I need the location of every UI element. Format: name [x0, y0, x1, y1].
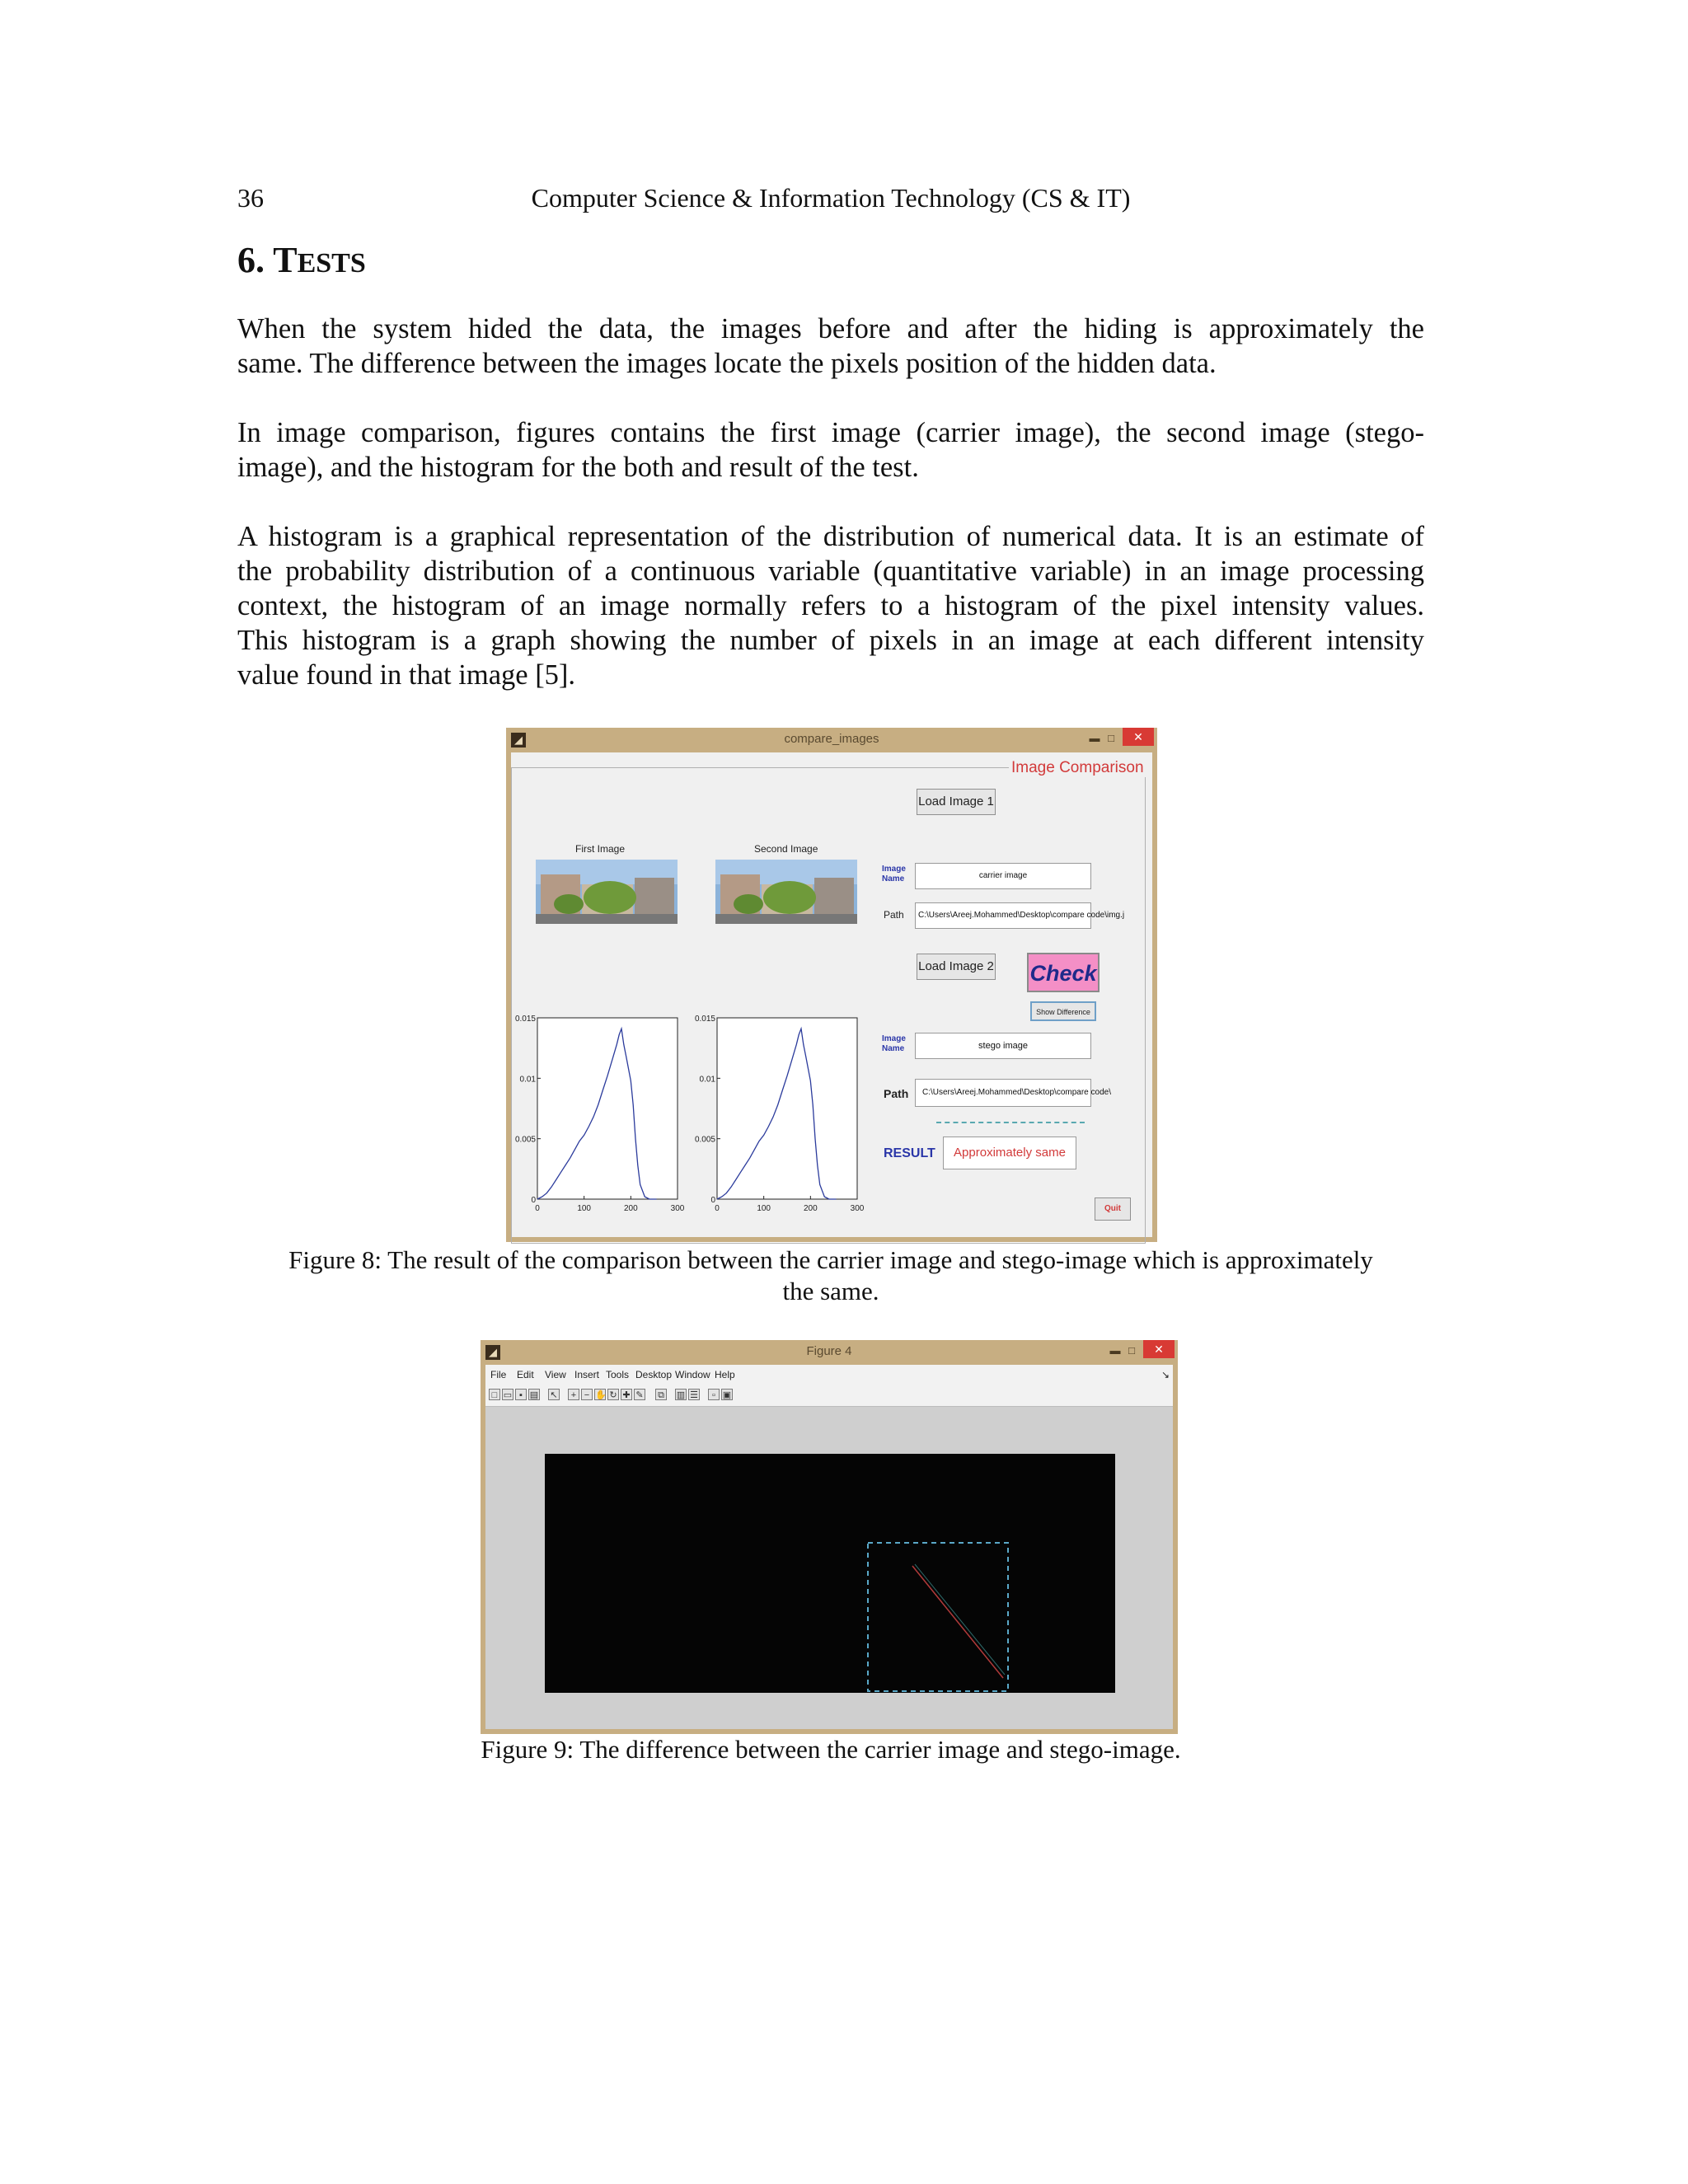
maximize-icon[interactable]: □: [1128, 1344, 1135, 1357]
plot-area: [717, 1018, 857, 1199]
quit-button[interactable]: Quit: [1095, 1197, 1131, 1221]
insert-legend-icon[interactable]: ☰: [688, 1389, 700, 1400]
y-tick-label: 0: [531, 1196, 536, 1205]
brush-icon[interactable]: ✎: [634, 1389, 645, 1400]
menu-file[interactable]: File: [490, 1369, 507, 1380]
menu-window[interactable]: Window: [675, 1369, 710, 1380]
menu-tools[interactable]: Tools: [606, 1369, 630, 1380]
caption-line: Figure 8: The result of the comparison between the carrier image and stego-image which is approximately: [288, 1245, 1373, 1274]
link-plot-icon[interactable]: ⧉: [655, 1389, 667, 1400]
matlab-app-icon: ◢: [485, 1345, 500, 1360]
rotate-icon[interactable]: ↻: [607, 1389, 619, 1400]
building-photo: [715, 860, 857, 924]
histogram-chart-second: [691, 1008, 872, 1230]
load-image-2-button[interactable]: Load Image 2: [917, 954, 996, 980]
save-icon[interactable]: ▪: [515, 1389, 527, 1400]
x-tick-label: 200: [803, 1204, 818, 1213]
window-titlebar: [481, 1340, 1178, 1365]
path-label-1: Path: [884, 909, 904, 921]
image-name-label-2: [882, 1034, 906, 1054]
x-tick-label: 100: [577, 1204, 592, 1213]
zoom-in-icon[interactable]: +: [568, 1389, 579, 1400]
image1-path-field[interactable]: C:\Users\Areej.Mohammed\Desktop\compare code\img.j: [915, 902, 1091, 929]
close-icon[interactable]: ✕: [1143, 1340, 1175, 1358]
paragraph-2: [237, 415, 1424, 485]
difference-plot: [545, 1454, 1115, 1693]
building-photo: [536, 860, 678, 924]
open-file-icon[interactable]: ▭: [503, 1390, 513, 1400]
menu-help[interactable]: Help: [715, 1369, 735, 1380]
window-title: compare_images: [784, 732, 879, 746]
paragraph-line: same. The difference between the images locate the pixels position of the hidden data.: [237, 348, 1217, 379]
x-tick-label: 100: [757, 1204, 771, 1213]
show-difference-button[interactable]: Show Difference: [1030, 1001, 1096, 1021]
x-tick-label: 0: [535, 1204, 540, 1213]
difference-image: [545, 1454, 1115, 1693]
paragraph-line: A histogram is a graphical representation of the distribution of numerical data. It is an estimate of: [237, 521, 1424, 552]
section-title-rest: ESTS: [297, 248, 366, 279]
panel-title: Image Comparison: [1009, 759, 1146, 777]
paragraph-line: When the system hided the data, the images before and after the hiding is approximately the: [237, 313, 1424, 344]
hide-plot-tools-icon[interactable]: ▫: [708, 1389, 720, 1400]
window-client-area: [511, 752, 1152, 1237]
menu-bar: [485, 1365, 1173, 1385]
image2-path-field[interactable]: C:\Users\Areej.Mohammed\Desktop\compare code\: [915, 1079, 1091, 1107]
window-title: Figure 4: [806, 1344, 852, 1358]
check-button[interactable]: Check: [1027, 953, 1100, 992]
new-figure-icon[interactable]: □: [489, 1389, 500, 1400]
close-icon[interactable]: ✕: [1123, 728, 1154, 746]
insert-colorbar-icon[interactable]: ▥: [676, 1390, 686, 1400]
menu-view[interactable]: View: [545, 1369, 566, 1380]
menu-edit[interactable]: Edit: [517, 1369, 534, 1380]
paragraph-line: image), and the histogram for the both and result of the test.: [237, 452, 919, 483]
image-name-label-line: Name: [882, 1044, 905, 1053]
y-tick-label: 0.015: [514, 1015, 536, 1024]
paragraph-line: the probability distribution of a continuous variable (quantitative variable) in an image processing: [237, 555, 1424, 587]
paragraph-3: [237, 519, 1424, 692]
figure-4-window: [481, 1340, 1178, 1734]
edit-plot-icon[interactable]: ↖: [548, 1389, 560, 1400]
caption-line: the same.: [782, 1277, 879, 1305]
paragraph-line: This histogram is a graph showing the number of pixels in an image at each different intensity: [237, 625, 1424, 656]
maximize-icon[interactable]: □: [1108, 732, 1114, 744]
x-tick-label: 0: [715, 1204, 720, 1213]
menu-insert[interactable]: Insert: [574, 1369, 600, 1380]
paragraph-1: [237, 312, 1424, 381]
second-image-thumbnail: [715, 860, 857, 924]
minimize-icon[interactable]: ▬: [1109, 1344, 1121, 1357]
load-image-1-button[interactable]: Load Image 1: [917, 789, 996, 815]
print-icon[interactable]: ▤: [529, 1390, 539, 1400]
figure-toolbar: [485, 1385, 1173, 1407]
x-tick-label: 300: [670, 1204, 685, 1213]
image-name-label-1: [882, 865, 906, 884]
pan-icon[interactable]: ✋: [595, 1390, 607, 1400]
paragraph-line: In image comparison, figures contains the first image (carrier image), the second image (stego-: [237, 417, 1424, 448]
compare-images-window: [506, 728, 1157, 1242]
y-tick-label: 0.01: [519, 1075, 536, 1085]
figure9-caption: Figure 9: The difference between the carrier image and stego-image.: [481, 1735, 1181, 1764]
result-label: RESULT: [884, 1146, 935, 1160]
running-head: [237, 183, 1424, 219]
data-cursor-icon[interactable]: ✚: [621, 1389, 632, 1400]
y-tick-label: 0.005: [694, 1135, 715, 1145]
y-tick-label: 0.01: [699, 1075, 715, 1085]
image-name-label-line: Image: [882, 1034, 906, 1043]
x-tick-label: 200: [623, 1204, 638, 1213]
first-image-label: First Image: [575, 843, 626, 855]
plot-area: [537, 1018, 678, 1199]
minimize-icon[interactable]: ▬: [1089, 732, 1100, 744]
y-tick-label: 0: [710, 1196, 715, 1205]
show-plot-tools-icon[interactable]: ▣: [722, 1390, 732, 1400]
section-title-initial: T: [273, 240, 298, 280]
paragraph-line: value found in that image [5].: [237, 659, 576, 691]
image2-name-field[interactable]: stego image: [915, 1033, 1091, 1059]
page-number: 36: [237, 183, 264, 213]
window-client-area: [485, 1365, 1173, 1729]
image-name-label-line: Image: [882, 865, 906, 874]
second-image-label: Second Image: [754, 843, 818, 855]
matlab-app-icon: ◢: [511, 733, 526, 748]
section-number: 6.: [237, 240, 265, 280]
window-titlebar: [506, 728, 1157, 752]
path-label-2: Path: [884, 1087, 909, 1100]
y-tick-label: 0.005: [514, 1135, 536, 1145]
result-value-field: Approximately same: [943, 1137, 1076, 1169]
zoom-out-icon[interactable]: −: [581, 1389, 593, 1400]
paragraph-line: context, the histogram of an image normally refers to a histogram of the pixel intensity values.: [237, 590, 1424, 621]
dashed-divider: [936, 1122, 1085, 1123]
x-tick-label: 300: [850, 1204, 865, 1213]
y-tick-label: 0.015: [694, 1015, 715, 1024]
image-name-label-line: Name: [882, 874, 905, 883]
figure8-caption: [237, 1244, 1424, 1307]
menu-dock-arrow-icon[interactable]: ↘: [1161, 1369, 1170, 1380]
section-heading: [237, 239, 366, 281]
journal-title: Computer Science & Information Technology (CS & IT): [531, 183, 1131, 213]
first-image-thumbnail: [536, 860, 678, 924]
image1-name-field[interactable]: carrier image: [915, 863, 1091, 889]
menu-desktop[interactable]: Desktop: [635, 1369, 673, 1380]
histogram-chart-first: [511, 1008, 692, 1230]
